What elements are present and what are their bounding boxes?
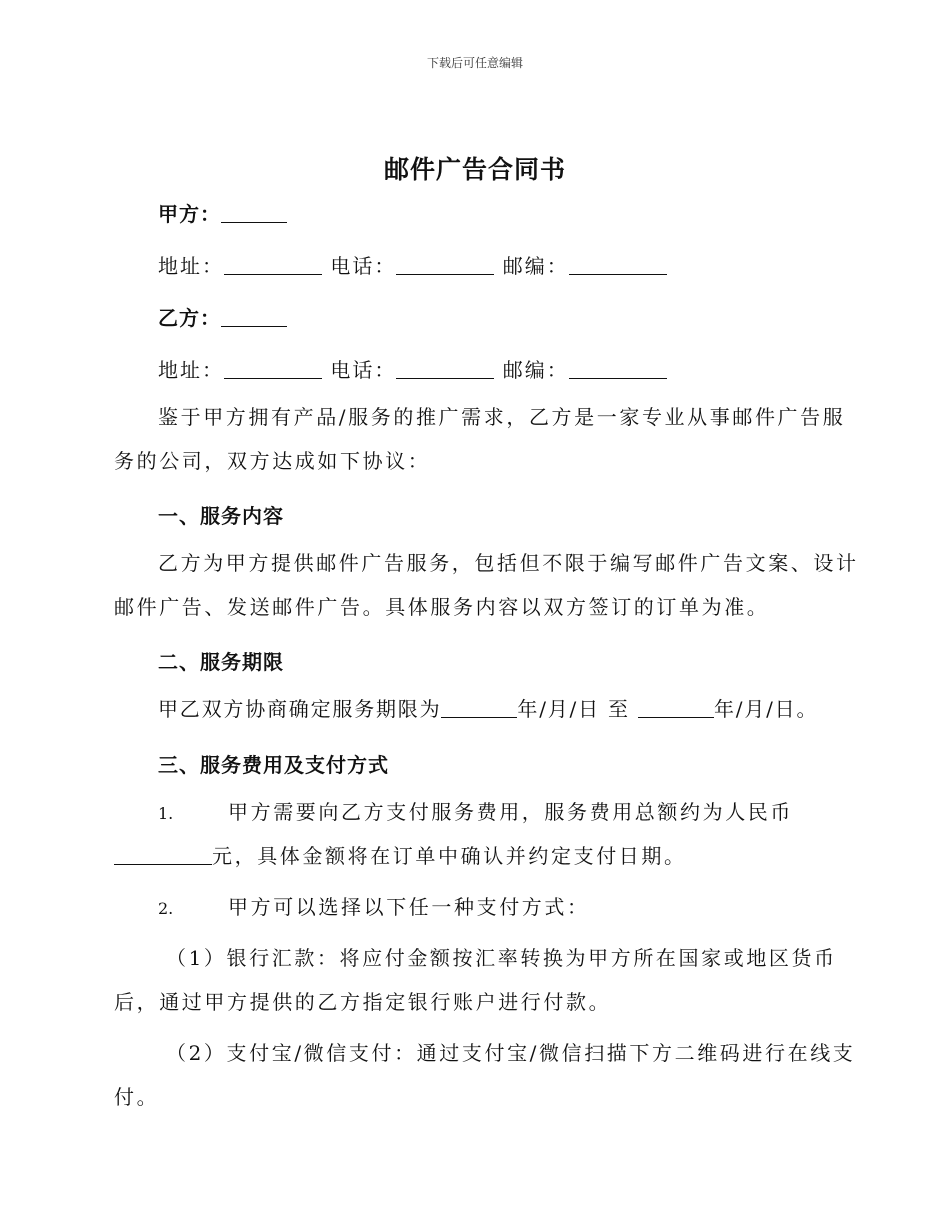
section-1-line-2: 邮件广告、发送邮件广告。具体服务内容以双方签订的订单为准。: [114, 595, 770, 619]
section-1-heading: 一、服务内容: [158, 504, 284, 528]
term-start-blank: [441, 699, 517, 718]
section-1-line-1: 乙方为甲方提供邮件广告服务，包括但不限于编写邮件广告文案、设计: [158, 551, 859, 575]
address-blank: [224, 256, 322, 275]
postcode-blank: [569, 256, 667, 275]
amount-blank: [114, 846, 212, 865]
page-header-note: 下载后可任意编辑: [426, 56, 523, 70]
party-b-line: [158, 302, 287, 331]
item-2-text: 甲方可以选择以下任一种支付方式：: [228, 895, 590, 919]
item-1-line-1: [158, 790, 793, 836]
item-2-line: [158, 885, 590, 931]
section-3-heading: 三、服务费用及支付方式: [158, 753, 389, 777]
party-a-label: 甲方：: [158, 202, 221, 226]
phone-blank: [396, 360, 494, 379]
term-text-mid: 年/月/日 至: [517, 697, 638, 721]
term-end-blank: [638, 699, 714, 718]
option-1-line-2: 后，通过甲方提供的乙方指定银行账户进行付款。: [114, 990, 612, 1014]
party-b-contact-line: [158, 354, 667, 383]
section-2-line: [158, 687, 818, 731]
phone-label: 电话：: [330, 254, 397, 278]
party-a-line: [158, 198, 287, 227]
intro-line-1: 鉴于甲方拥有产品/服务的推广需求，乙方是一家专业从事邮件广告服: [158, 405, 846, 429]
term-text-end: 年/月/日。: [714, 697, 819, 721]
phone-blank: [396, 256, 494, 275]
postcode-label: 邮编：: [502, 254, 569, 278]
term-text-before: 甲乙双方协商确定服务期限为: [158, 697, 442, 721]
party-b-blank: [221, 308, 287, 327]
intro-line-2: 务的公司，双方达成如下协议：: [114, 449, 431, 473]
option-2-line-1: （2）支付宝/微信支付：通过支付宝/微信扫描下方二维码进行在线支: [166, 1041, 856, 1065]
postcode-blank: [569, 360, 667, 379]
party-b-label: 乙方：: [158, 306, 221, 330]
postcode-label: 邮编：: [502, 358, 569, 382]
item-1-number: 1.: [158, 804, 174, 823]
option-1-line-1: （1）银行汇款：将应付金额按汇率转换为甲方所在国家或地区货币: [166, 946, 837, 970]
section-2-heading: 二、服务期限: [158, 650, 284, 674]
item-1-text: 甲方需要向乙方支付服务费用，服务费用总额约为人民币: [228, 800, 793, 824]
party-a-blank: [221, 204, 287, 223]
option-2-line-2: 付。: [114, 1085, 160, 1109]
party-a-contact-line: [158, 250, 667, 279]
document-title: 邮件广告合同书: [383, 155, 566, 184]
item-1-text-2: 元，具体金额将在订单中确认并约定支付日期。: [212, 844, 687, 868]
phone-label: 电话：: [330, 358, 397, 382]
address-label: 地址：: [158, 254, 224, 278]
item-1-line-2: [114, 834, 687, 878]
address-blank: [224, 360, 322, 379]
item-2-number: 2.: [158, 899, 174, 918]
address-label: 地址：: [158, 358, 224, 382]
